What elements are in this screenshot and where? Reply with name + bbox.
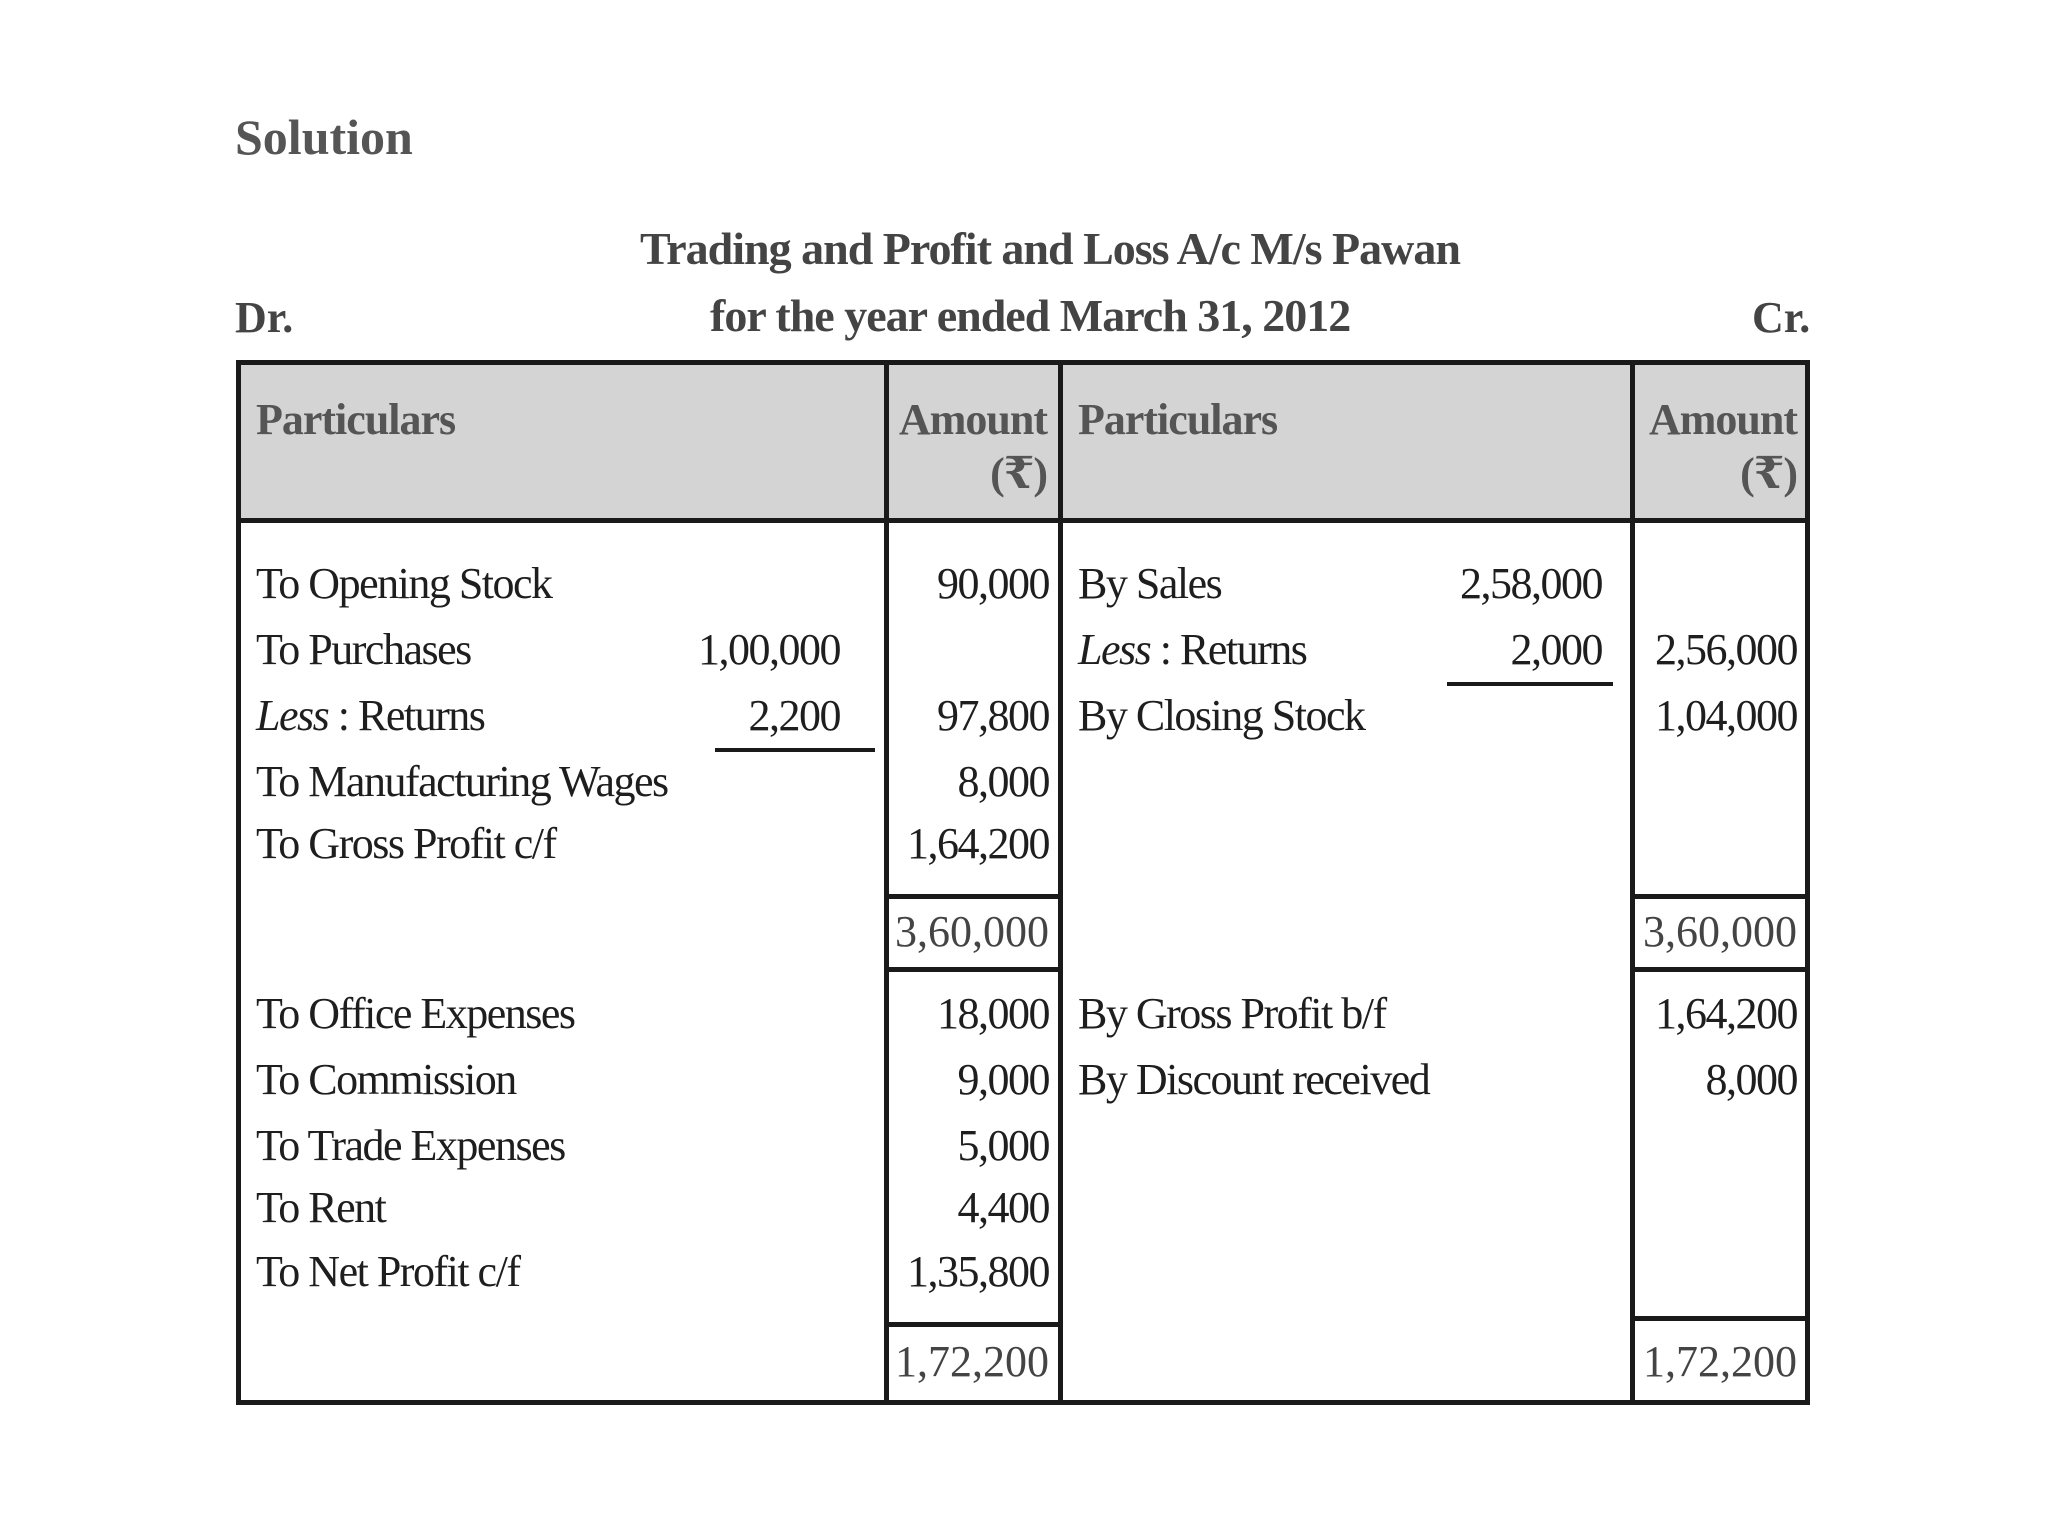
account-period: for the year ended March 31, 2012	[710, 290, 1351, 341]
pl-debit-amount: 18,000	[937, 989, 1049, 1038]
solution-heading: Solution	[235, 109, 413, 165]
trading-debit-label: To Opening Stock	[256, 559, 552, 608]
pl-total-debit: 1,72,200	[895, 1337, 1049, 1386]
trading-credit-label: By Closing Stock	[1078, 691, 1365, 740]
trading-total-credit: 3,60,000	[1643, 907, 1797, 956]
trading-debit-label: Less : Returns	[256, 691, 485, 740]
trading-debit-label: To Purchases	[256, 625, 471, 674]
pl-credit-label: By Discount received	[1078, 1055, 1430, 1104]
account-title: Trading and Profit and Loss A/c M/s Pawan	[640, 223, 1460, 274]
header-particulars-right: Particulars	[1078, 395, 1278, 444]
trading-debit-amount: 97,800	[937, 691, 1049, 740]
pl-debit-label: To Net Profit c/f	[256, 1247, 520, 1296]
trading-debit-subamount: 2,200	[748, 691, 840, 740]
trading-debit-subamount: 1,00,000	[698, 625, 840, 674]
trading-debit-amount: 8,000	[957, 757, 1049, 806]
pl-total-credit: 1,72,200	[1643, 1337, 1797, 1386]
trading-debit-label: To Manufacturing Wages	[256, 757, 668, 806]
pl-debit-amount: 4,400	[957, 1183, 1049, 1232]
pl-debit-label: To Commission	[256, 1055, 516, 1104]
credit-label: Cr.	[1752, 293, 1811, 342]
pl-debit-label: To Trade Expenses	[256, 1121, 565, 1170]
header-currency-left: (₹)	[990, 449, 1047, 498]
trading-credit-label: By Sales	[1078, 559, 1222, 608]
header-amount-right: Amount	[1648, 395, 1797, 444]
pl-debit-amount: 5,000	[957, 1121, 1049, 1170]
trading-credit-amount: 2,56,000	[1655, 625, 1797, 674]
trading-credit-amount: 1,04,000	[1655, 691, 1797, 740]
pl-debit-label: To Rent	[256, 1183, 386, 1232]
trading-debit-label: To Gross Profit c/f	[256, 819, 556, 868]
trading-credit-subamount: 2,58,000	[1460, 559, 1602, 608]
pl-credit-amount: 1,64,200	[1655, 989, 1797, 1038]
trading-credit-label: Less : Returns	[1078, 625, 1307, 674]
subtotal-underline	[715, 748, 875, 752]
debit-label: Dr.	[235, 293, 294, 342]
pl-debit-label: To Office Expenses	[256, 989, 575, 1038]
pl-debit-amount: 1,35,800	[907, 1247, 1049, 1296]
pl-debit-amount: 9,000	[957, 1055, 1049, 1104]
trading-total-debit: 3,60,000	[895, 907, 1049, 956]
header-amount-left: Amount	[898, 395, 1047, 444]
pl-credit-label: By Gross Profit b/f	[1078, 989, 1386, 1038]
trading-debit-amount: 90,000	[937, 559, 1049, 608]
subtotal-underline	[1447, 682, 1613, 686]
trading-credit-subamount: 2,000	[1510, 625, 1602, 674]
header-currency-right: (₹)	[1740, 449, 1797, 498]
pl-credit-amount: 8,000	[1705, 1055, 1797, 1104]
trading-debit-amount: 1,64,200	[907, 819, 1049, 868]
header-particulars-left: Particulars	[256, 395, 456, 444]
